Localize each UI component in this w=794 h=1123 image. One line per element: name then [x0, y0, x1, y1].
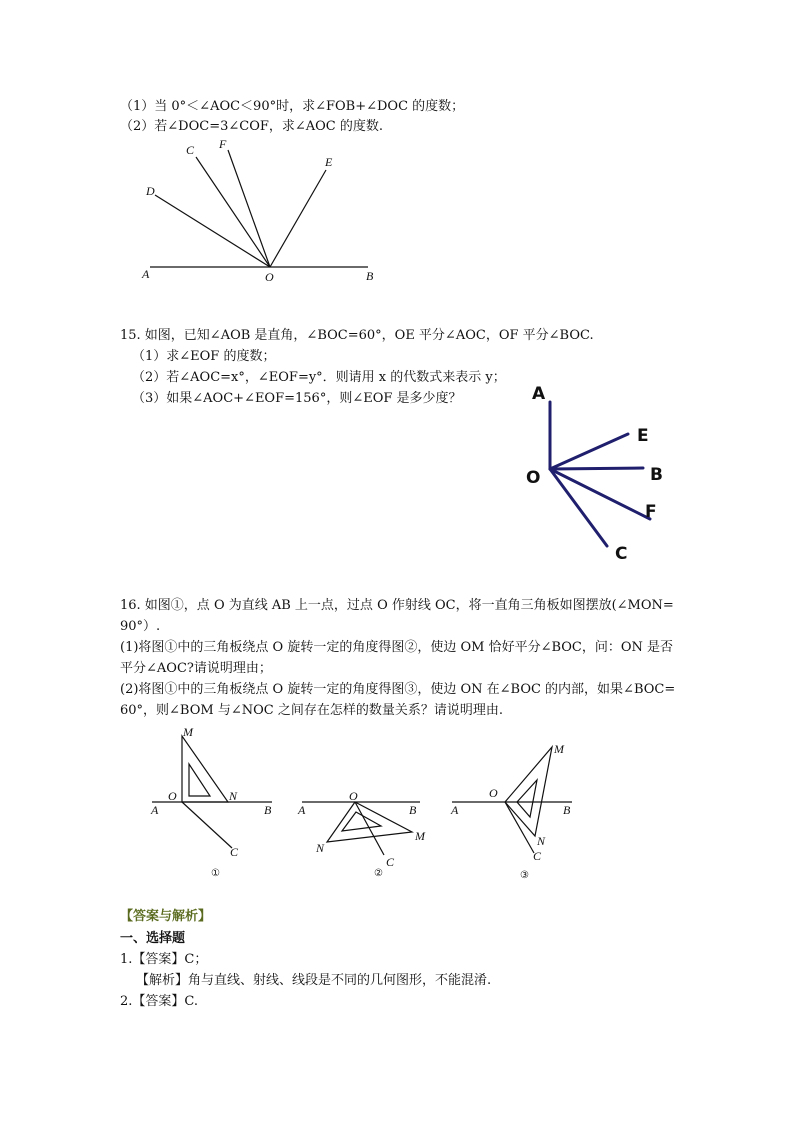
- q16-stem-2: 90°）.: [120, 619, 161, 634]
- ray-oc: [505, 802, 534, 853]
- label-b: B: [264, 803, 272, 817]
- q14-part2: （2）若∠DOC=3∠COF，求∠AOC 的度数.: [120, 119, 384, 134]
- q16-part1-a: (1)将图①中的三角板绕点 O 旋转一定的角度得图②，使边 OM 恰好平分∠BOC，问：ON 是否: [120, 640, 674, 655]
- caption-1: ①: [211, 868, 220, 879]
- label-o: O: [489, 786, 498, 800]
- label-n: N: [229, 789, 238, 803]
- triangle-outer: [505, 747, 552, 836]
- label-b: B: [366, 269, 374, 283]
- q14-part1: （1）当 0°＜∠AOC＜90°时，求∠FOB+∠DOC 的度数；: [120, 99, 465, 114]
- label-f: F: [645, 502, 657, 522]
- label-b: B: [650, 465, 663, 485]
- label-c: C: [186, 143, 195, 157]
- label-c: C: [533, 849, 542, 863]
- q16-part2-a: (2)将图①中的三角板绕点 O 旋转一定的角度得图③，使边 ON 在∠BOC 的内部，如果∠BOC=: [120, 682, 676, 697]
- caption-3: ③: [520, 870, 529, 881]
- label-m: M: [554, 742, 564, 756]
- q15-part2: （2）若∠AOC=x°，∠EOF=y°．则请用 x 的代数式来表示 y；: [132, 370, 506, 385]
- q16-part1-b: 平分∠AOC?请说明理由；: [120, 661, 272, 676]
- label-o: O: [526, 468, 541, 488]
- label-a: A: [532, 384, 546, 404]
- label-c: C: [615, 544, 628, 564]
- q15-part3: （3）如果∠AOC+∠EOF=156°，则∠EOF 是多少度？: [132, 391, 462, 406]
- label-f: F: [219, 137, 227, 151]
- label-m: M: [415, 829, 425, 843]
- q16-stem-1: 16. 如图①，点 O 为直线 AB 上一点，过点 O 作射线 OC，将一直角三角板如图摆放(∠MON=: [120, 598, 674, 613]
- label-c: C: [386, 855, 395, 869]
- q15-stem: 15. 如图，已知∠AOB 是直角，∠BOC=60°，OE 平分∠AOC，OF 平分∠BOC.: [120, 328, 594, 343]
- label-a: A: [451, 803, 459, 817]
- label-n: N: [537, 834, 546, 848]
- answer-1-explanation: 【解析】角与直线、射线、线段是不同的几何图形，不能混淆.: [136, 973, 492, 988]
- label-n: N: [316, 841, 325, 855]
- label-e: E: [637, 426, 649, 446]
- answer-2: 2.【答案】C.: [120, 994, 199, 1009]
- triangle-inner: [517, 780, 537, 817]
- label-o: O: [265, 270, 274, 284]
- label-a: A: [298, 803, 306, 817]
- label-o: O: [168, 789, 177, 803]
- section-title: 一、选择题: [120, 931, 186, 946]
- q16-part2-b: 60°，则∠BOM 与∠NOC 之间存在怎样的数量关系？请说明理由.: [120, 703, 503, 718]
- label-a: A: [151, 803, 159, 817]
- label-b: B: [563, 803, 571, 817]
- label-c: C: [230, 845, 239, 859]
- label-o: O: [349, 789, 358, 803]
- label-b: B: [409, 803, 417, 817]
- caption-2: ②: [374, 868, 383, 879]
- label-e: E: [325, 155, 333, 169]
- label-d: D: [146, 184, 155, 198]
- label-a: A: [142, 267, 150, 281]
- label-m: M: [183, 725, 193, 739]
- q15-part1: （1）求∠EOF 的度数；: [132, 349, 276, 364]
- answers-heading: 【答案与解析】: [120, 909, 212, 924]
- answer-1: 1.【答案】C；: [120, 952, 208, 967]
